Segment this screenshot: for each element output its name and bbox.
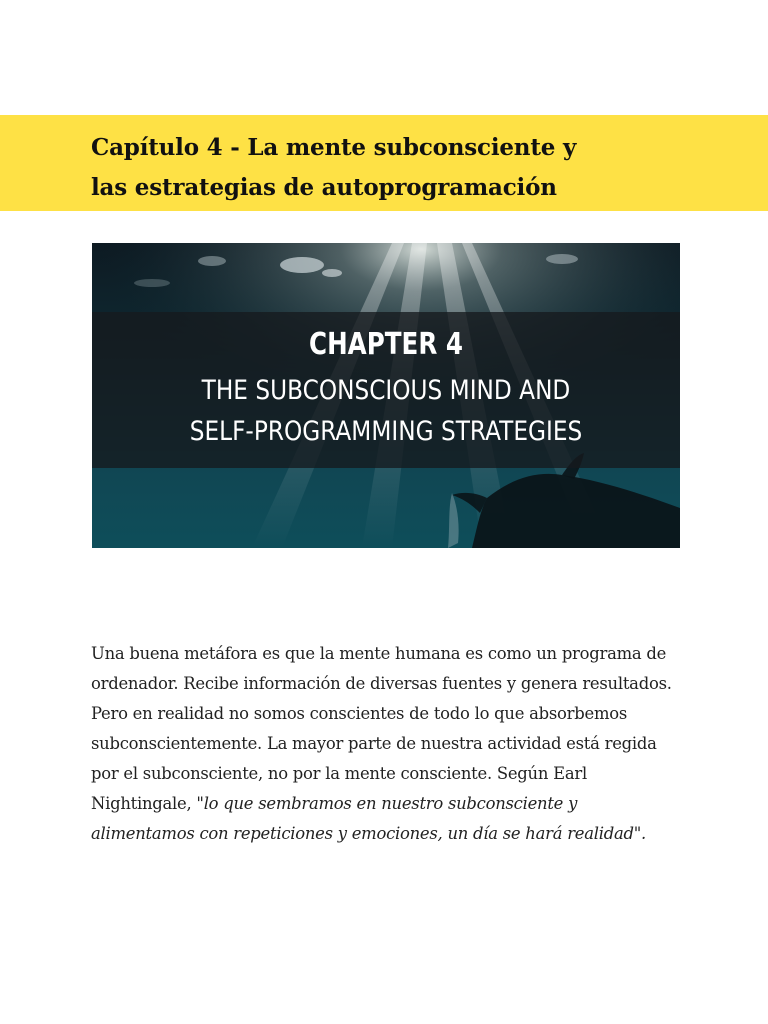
- body-paragraph: [91, 639, 681, 849]
- chapter-cover-caption-band: [92, 312, 680, 468]
- chapter-title-line-1: Capítulo 4 - La mente subconsciente y: [91, 134, 577, 161]
- cover-subtitle-line-2: SELF-PROGRAMMING STRATEGIES: [189, 416, 583, 447]
- nightingale-quote: lo que sembramos en nuestro subconsciente y alimentamos con repeticiones y emociones, un día se hará realidad".: [91, 794, 646, 843]
- chapter-title-line-2: las estrategias de autoprogramación: [91, 174, 557, 201]
- chapter-title-banner: [0, 115, 768, 211]
- cover-chapter-label: CHAPTER 4: [309, 327, 463, 362]
- paragraph-text: Una buena metáfora es que la mente humana es como un programa de ordenador. Recibe información de diversas fuentes y genera resultados. Pero en realidad no somos conscientes de todo lo que absorbemos subconscientemente. La mayor parte de nuestra actividad está regida por el subconsciente, no por la mente consciente. Según Earl Nightingale, ": [91, 644, 672, 813]
- cover-subtitle-line-1: THE SUBCONSCIOUS MIND AND: [201, 375, 571, 406]
- chapter-title: [91, 128, 768, 208]
- chapter-cover-image: [92, 243, 680, 548]
